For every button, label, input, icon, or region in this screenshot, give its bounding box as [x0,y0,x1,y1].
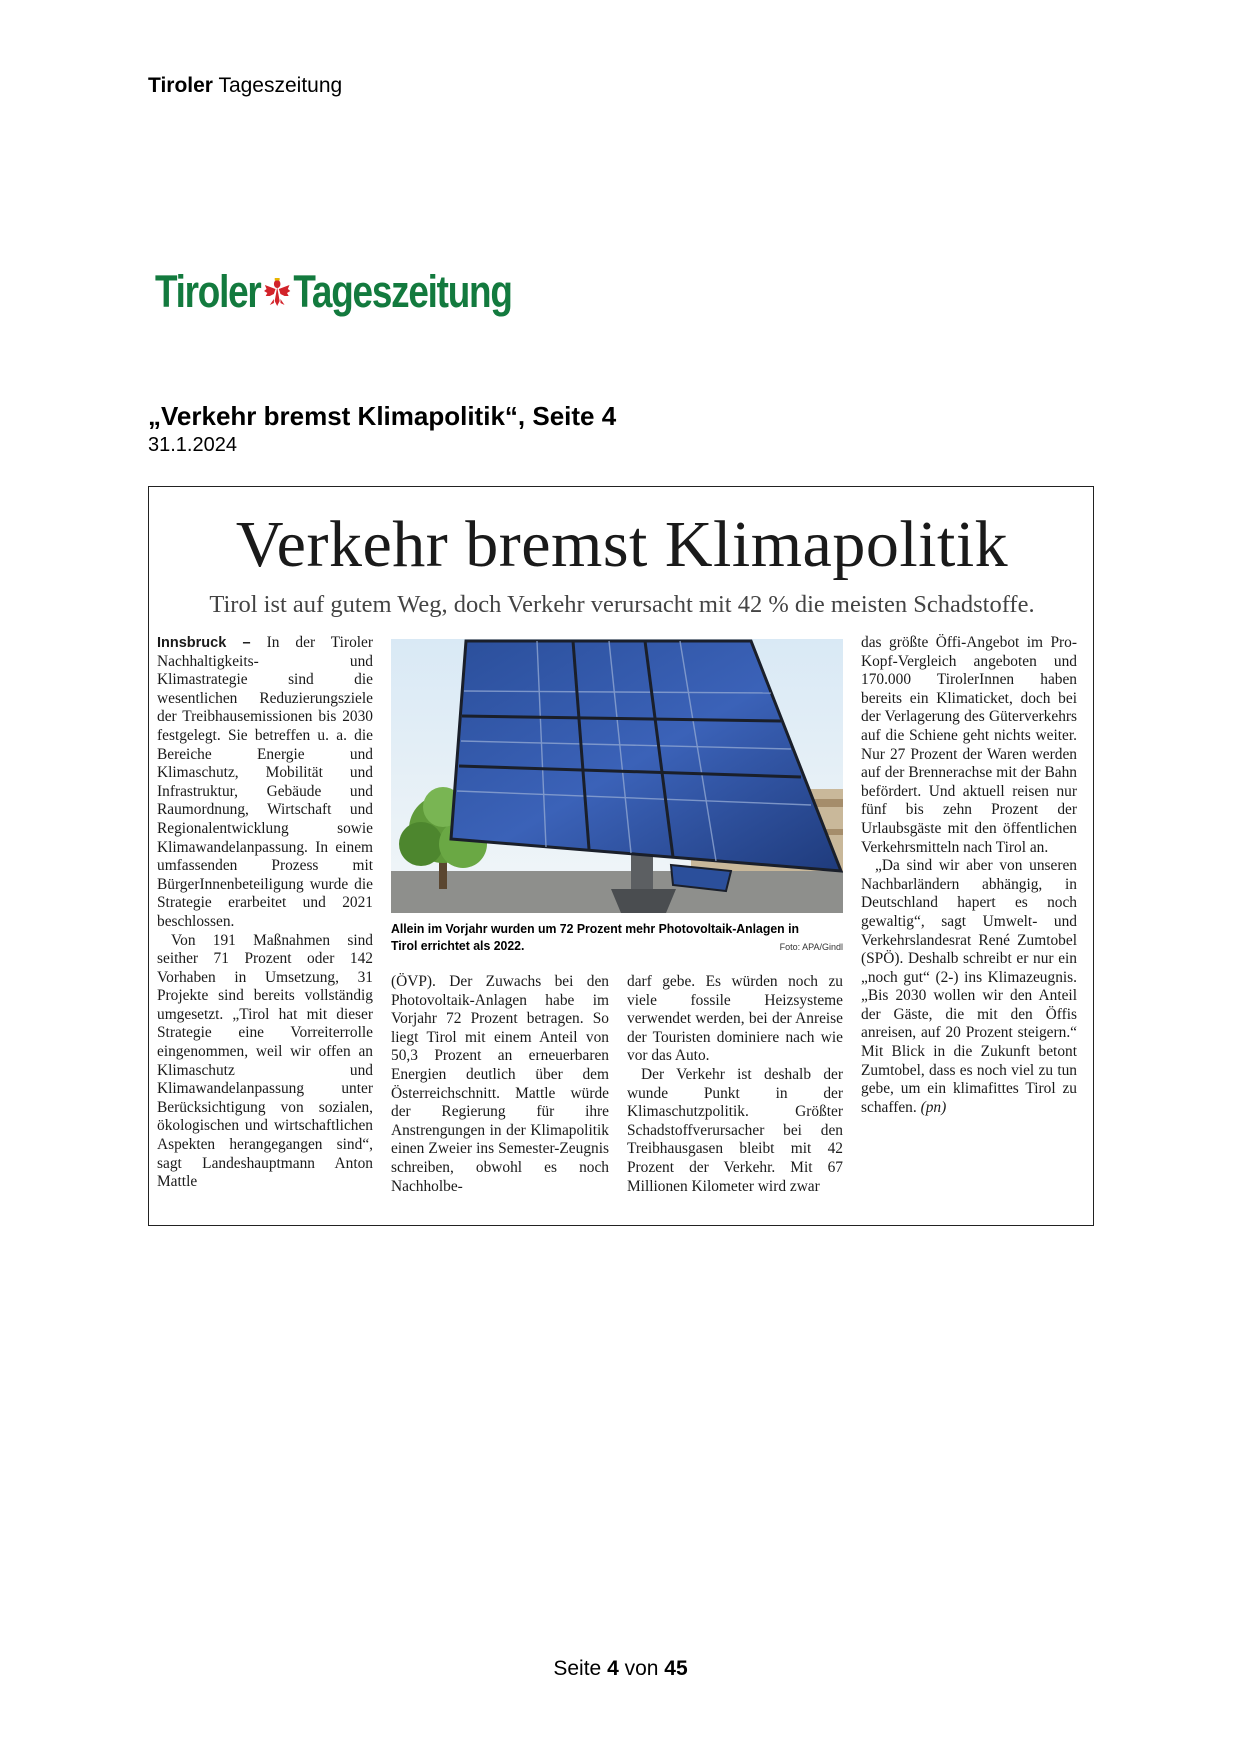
photo-caption: Allein im Vorjahr wurden um 72 Prozent mehr Photovoltaik-Anlagen in Tirol errichtet als 2022. [391,921,799,953]
column-1-paragraph-1: In der Tiroler Nachhaltigkeits- und Klimastrategie sind die wesentlichen Reduzierungsziele der Treibhausemissionen bis 2030 festgelegt. Sie betreffen u. a. die Bereiche Energie und Klimaschutz, Mobilität und Infrastruktur, Gebäude und Raumordnung, Wirtschaft und Regionalentwicklung sowie Klimawandelanpassung. In einem umfassenden Prozess mit BürgerInnenbeteiligung wurde die Strategie erarbeitet und 2021 beschlossen. [157,634,373,930]
footer-middle: von [624,1657,659,1680]
header-brand-bold: Tiroler [148,74,213,97]
column-3-paragraph-1: darf gebe. Es würden noch zu viele fossile Heizsysteme verwendet werden, bei der Anreise der Touristen dominiere nach wie vor das Auto. [627,973,843,1065]
column-4-paragraph-1: das größte Öffi-Angebot im Pro-Kopf-Vergleich angeboten und 170.000 TirolerInnen haben bereits ein Klimaticket, doch bei der Verlagerung des Güterverkehrs auf die Schiene geht nichts weiter. Nur 27 Prozent der Waren werden auf der Brennerachse mit der Bahn befördert. Und aktuell reisen nur fünf bis zehn Prozent der Urlaubsgäste mit den öffentlichen Verkehrsmitteln nach Tirol an. [861,634,1077,856]
header-brand-regular: Tageszeitung [218,74,343,97]
clip-title: „Verkehr bremst Klimapolitik“, Seite 4 [148,401,617,431]
document-header [148,74,342,98]
article-column-2 [391,973,609,1196]
footer-total-pages: 45 [664,1657,688,1680]
column-2-paragraph-1: (ÖVP). Der Zuwachs bei den Photovoltaik-Anlagen habe im Vorjahr 72 Prozent betragen. So liegt Tirol mit einem Anteil von 50,3 Prozent an erneuerbaren Energien deutlich über dem Österreichschnitt. Mattle würde der Regierung für ihre Anstrengungen in der Klimapolitik einen Zweier ins Semester-Zeugnis schreiben, obwohl es noch Nachholbe- [391,973,609,1195]
article-subhead: Tirol ist auf gutem Weg, doch Verkehr verursacht mit 42 % die meisten Schadstoffe. [209,591,1035,618]
article-column-4 [861,634,1077,1117]
column-3-paragraph-2: Der Verkehr ist deshalb der wunde Punkt in der Klimaschutzpolitik. Größter Schadstoffverursacher bei den Treibhausgasen bleibt mit 42 Prozent der Verkehr. Mit 67 Millionen Kilometer wird zwar [627,1065,843,1195]
column-1-paragraph-2: Von 191 Maßnahmen sind seither 71 Prozent oder 142 Vorhaben in Umsetzung, 31 Projekte sind bereits vollständig umgesetzt. „Tirol hat mit dieser Strategie eine Vorreiterrolle eingenommen, weil wir offen an Klimaschutz und Klimawandelanpassung unter Berücksichtigung von sozialen, ökologischen und wirtschaftlichen Aspekten herangegangen sind“, sagt Landeshauptmann Anton Mattle [157,931,373,1191]
author-initials: (pn) [920,1098,947,1116]
article-column-3 [627,973,843,1196]
newspaper-logo [155,264,512,320]
footer-page-number: 4 [607,1657,619,1680]
solar-panel-photo [391,639,843,913]
page-footer [0,1657,1241,1681]
photo-credit: Foto: APA/Gindl [779,942,843,952]
tyrolean-eagle-icon [263,275,291,309]
article-headline: Verkehr bremst Klimapolitik [235,508,1009,581]
logo-text-right: Tageszeitung [293,266,512,317]
article-clipping [148,486,1094,1226]
dateline: Innsbruck – [157,635,251,651]
logo-text-left: Tiroler [155,266,261,317]
article-column-1 [157,634,373,1192]
clip-date: 31.1.2024 [148,434,237,456]
footer-prefix: Seite [553,1657,602,1680]
column-4-paragraph-2: „Da sind wir aber von unseren Nachbarländern abhängig, in Deutschland hapert es noch gewaltig“, sagt Umwelt- und Verkehrslandesrat René Zumtobel (SPÖ). Deshalb schreibt er nur ein „noch gut“ (2-) ins Klimazeugnis. „Bis 2030 wollen wir den Anteil der Gäste, die mit den Öffis anreisen, auf 20 Prozent steigern.“ Mit Blick in die Zukunft betont Zumtobel, dass es noch viel zu tun gebe, um ein klimafittes Tirol zu schaffen. [861,857,1077,1116]
